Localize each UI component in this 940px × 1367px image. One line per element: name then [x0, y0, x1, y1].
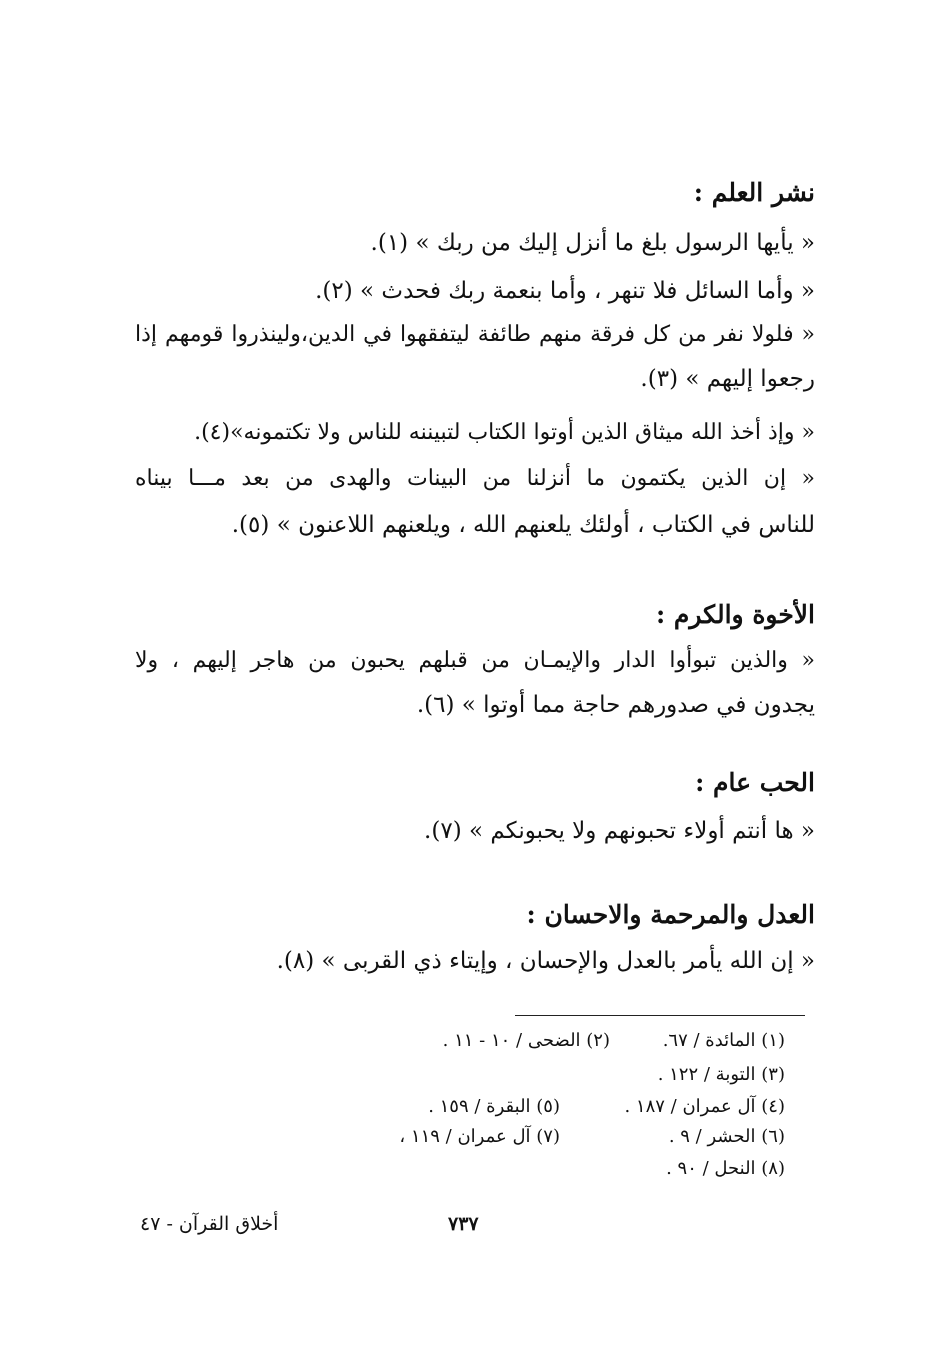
- text-line: « وإذ أخذ الله ميثاق الذين أوتوا الكتاب لتبيننه للناس ولا تكتمونه»(٤).: [194, 420, 815, 445]
- running-footer-title: أخلاق القرآن - ٤٧: [140, 1213, 279, 1235]
- text-line: للناس في الكتاب ، أولئك يلعنهم الله ، ويلعنهم اللاعنون » (٥).: [231, 512, 815, 538]
- footnote: (٥) البقرة / ١٥٩ .: [428, 1096, 560, 1117]
- section-heading-brotherhood: الأخوة والكرم :: [655, 600, 815, 629]
- section-heading-love: الحب عام :: [695, 768, 815, 797]
- footnote: (٣) التوبة / ١٢٢ .: [657, 1064, 785, 1085]
- text-line: « وأما السائل فلا تنهر ، وأما بنعمة ربك فحدث » (٢).: [315, 278, 815, 304]
- text-line: « والذين تبوأوا الدار والإيمـان من قبلهم يحبون من هاجر إليهم ، ولا: [135, 648, 815, 673]
- footnote: (٢) الضحى / ١٠ - ١١ .: [442, 1030, 610, 1051]
- footnote: (٤) آل عمران / ١٨٧ .: [624, 1096, 785, 1117]
- text-line: « يأيها الرسول بلغ ما أنزل إليك من ربك » (١).: [370, 230, 815, 256]
- text-line: يجدون في صدورهم حاجة مما أوتوا » (٦).: [416, 692, 815, 718]
- footnote: (٨) النحل / ٩٠ .: [666, 1158, 785, 1179]
- footnote: (٦) الحشر / ٩ .: [668, 1126, 785, 1147]
- text-line: « إن الله يأمر بالعدل والإحسان ، وإيتاء ذي القربى » (٨).: [276, 948, 815, 974]
- text-line: رجعوا إليهم » (٣).: [640, 366, 815, 392]
- page-number: ٧٣٧: [448, 1213, 479, 1235]
- text-line: « ها أنتم أولاء تحبونهم ولا يحبونكم » (٧).: [424, 818, 815, 844]
- footnote: (٧) آل عمران / ١١٩ ،: [399, 1126, 560, 1147]
- section-heading-knowledge: نشر العلم :: [693, 178, 815, 207]
- footnote-divider: [515, 1015, 805, 1016]
- section-heading-justice: العدل والمرحمة والاحسان :: [526, 900, 815, 929]
- text-line: « فلولا نفر من كل فرقة منهم طائفة ليتفقهوا في الدين،ولينذروا قومهم إذا: [135, 322, 815, 347]
- footnote: (١) المائدة / ٦٧.: [662, 1030, 785, 1051]
- text-line: « إن الذين يكتمون ما أنزلنا من البينات والهدى من بعد مـــا بيناه: [135, 466, 815, 491]
